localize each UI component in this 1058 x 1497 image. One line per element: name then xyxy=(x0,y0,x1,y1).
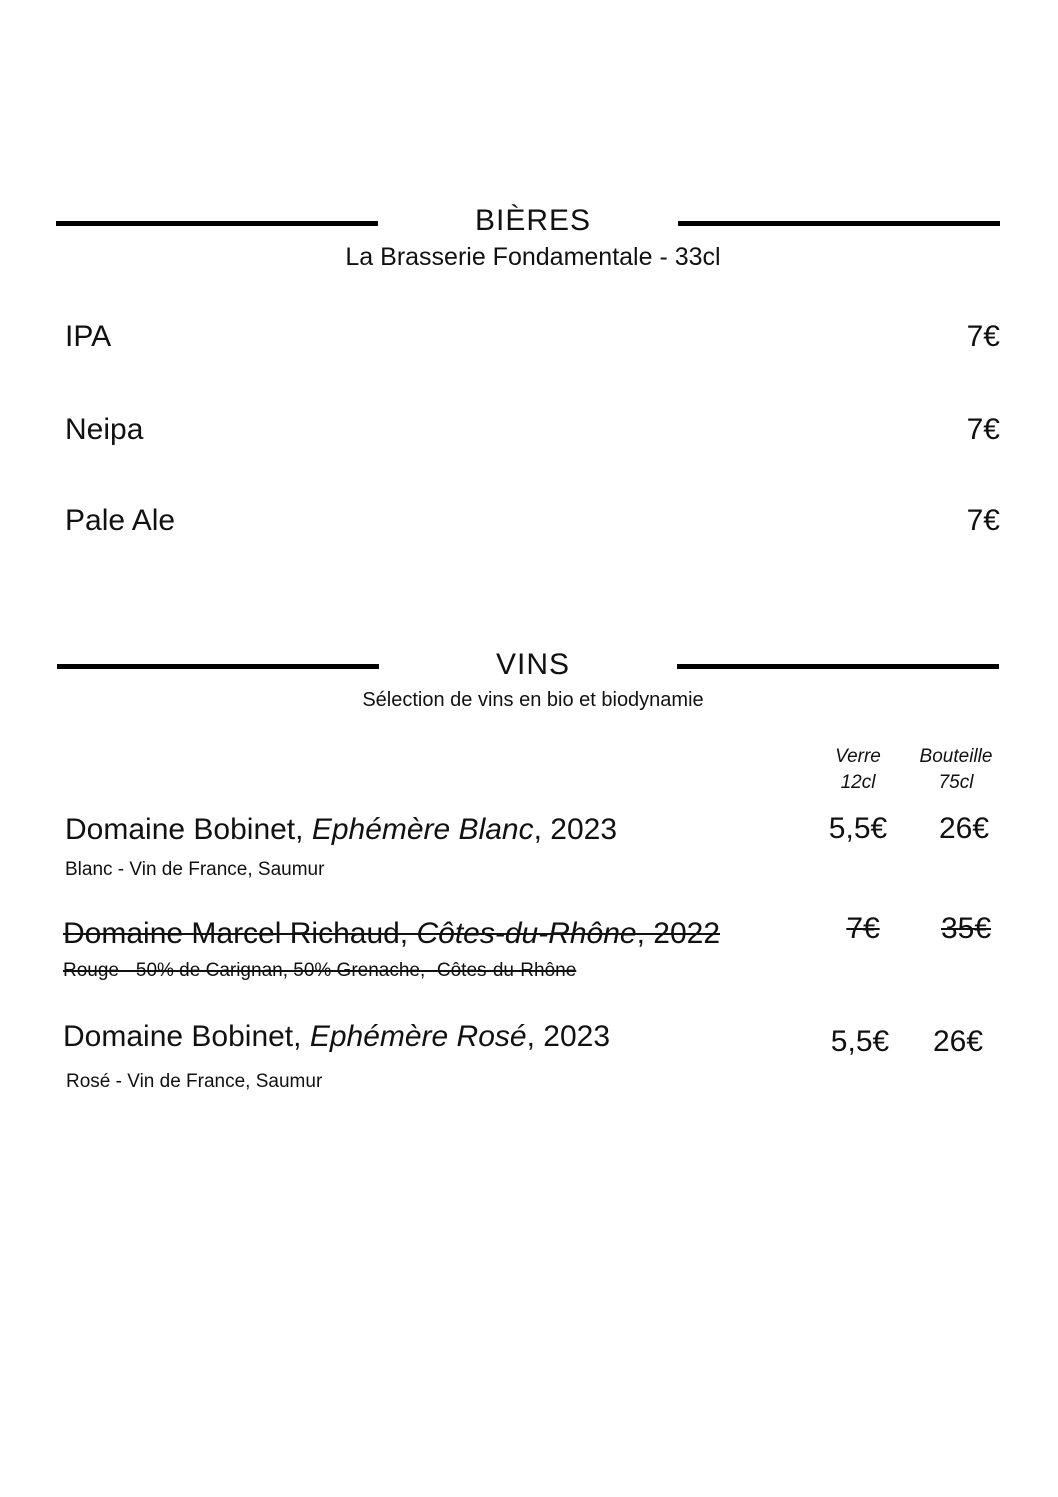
wines-rule-left xyxy=(57,664,379,669)
wine-description: Rouge - 50% de Carignan, 50% Grenache, -Côtes-du-Rhône xyxy=(63,960,577,981)
bottle-column-size: 75cl xyxy=(938,772,974,793)
wines-title: VINS xyxy=(495,648,571,681)
beer-price: 7€ xyxy=(966,504,1000,537)
beers-rule-right xyxy=(678,221,1000,226)
wine-cuvee: Ephémère Blanc xyxy=(311,813,534,846)
wine-name xyxy=(65,813,617,847)
wine-description: Rosé - Vin de France, Saumur xyxy=(66,1071,323,1092)
glass-column-header xyxy=(818,744,898,796)
bottle-column-label: Bouteille xyxy=(919,746,993,767)
wine-bottle-price: 35€ xyxy=(940,912,992,945)
wine-glass-price: 5,5€ xyxy=(830,1025,890,1058)
glass-column-size: 12cl xyxy=(840,772,876,793)
wine-bottle-price: 26€ xyxy=(932,1025,984,1058)
wine-domaine: Domaine Marcel Richaud, xyxy=(63,917,417,950)
wine-cuvee: Côtes-du-Rhône xyxy=(416,917,637,950)
beer-price: 7€ xyxy=(966,413,1000,446)
wine-name xyxy=(63,1020,610,1054)
beer-name: Pale Ale xyxy=(65,504,176,537)
wine-year: , 2023 xyxy=(526,1020,611,1053)
bottle-column-header xyxy=(906,744,1006,796)
wine-description: Blanc - Vin de France, Saumur xyxy=(65,859,325,880)
beers-rule-left xyxy=(56,221,378,226)
wine-cuvee: Ephémère Rosé xyxy=(309,1020,527,1053)
wine-glass-price: 7€ xyxy=(846,912,880,945)
wine-year: , 2023 xyxy=(533,813,618,846)
wine-glass-price: 5,5€ xyxy=(828,812,888,845)
wine-domaine: Domaine Bobinet, xyxy=(63,1020,310,1053)
beers-title: BIÈRES xyxy=(474,204,592,237)
wine-name xyxy=(63,917,720,951)
beer-name: IPA xyxy=(65,320,112,353)
beer-name: Neipa xyxy=(65,413,144,446)
wine-year: , 2022 xyxy=(636,917,721,950)
beers-subtitle: La Brasserie Fondamentale - 33cl xyxy=(345,243,721,271)
wine-domaine: Domaine Bobinet, xyxy=(65,813,312,846)
wine-bottle-price: 26€ xyxy=(938,812,990,845)
wines-subtitle: Sélection de vins en bio et biodynamie xyxy=(362,689,704,711)
glass-column-label: Verre xyxy=(835,746,881,767)
wines-rule-right xyxy=(677,664,999,669)
beer-price: 7€ xyxy=(966,320,1000,353)
